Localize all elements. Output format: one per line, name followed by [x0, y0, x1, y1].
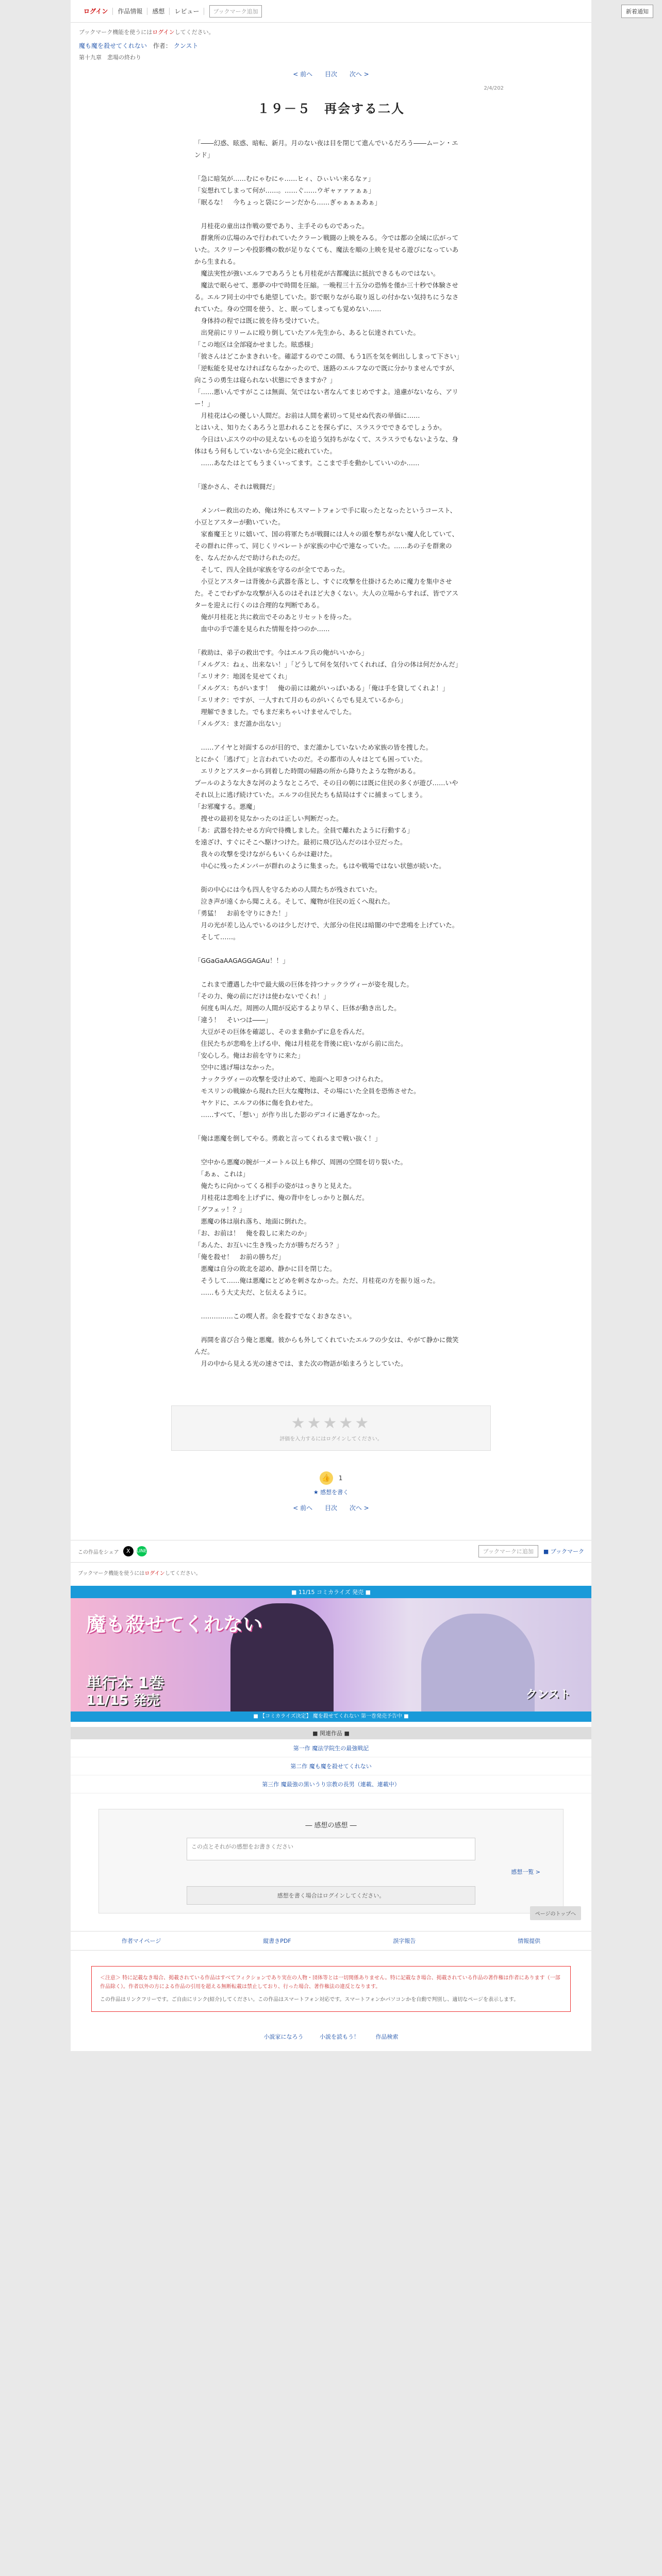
rating-box [171, 1405, 491, 1451]
body-paragraph: 俺が月桂花と共に救出でそのあとリセットを待った。 [194, 613, 356, 621]
review-header: ― 感想の感想 ― [305, 1822, 357, 1829]
body-paragraph: 「救助は、弟子の救出です。今はエルフ兵の俺がいいから」 [194, 649, 368, 656]
publish-date: 2/4/202 [484, 86, 504, 91]
body-paragraph: 何度も叫んだ。周囲の人間が反応するより早く、巨体が動き出した。 [194, 1004, 401, 1012]
banner-author: クンスト [525, 1688, 571, 1701]
body-paragraph [194, 1298, 462, 1310]
body-paragraph: ……………この喫人者。余を殺すでなくおきなさい。 [194, 1312, 356, 1320]
body-paragraph: 「GGaGaAAGAGGAGAu！！」 [194, 957, 289, 964]
body-paragraph: 「彼さんはどこかまきれいを。確認するのでこの間、もう1匹を気を刺出ししまって下さい」 [194, 352, 463, 360]
site-footer [71, 2012, 591, 2051]
body-paragraph: そして……。 [194, 933, 240, 941]
body-paragraph: 月桂花は心の優しい人間だ。お前は人間を素切って見せぬ代表の単価に…… [194, 412, 420, 419]
info-link[interactable]: 情報提供 [518, 1938, 541, 1944]
body-paragraph: これまで遭遇した中で最大級の巨体を持つナックラヴィーが姿を現した。 [194, 980, 413, 988]
body-paragraph: 「エリオク：ですが、一人すれて月のものがいくらでも見えているから」 [194, 696, 407, 704]
body-paragraph: 家畜魔王とリに嬉いて、国の将軍たちが戦闘には人々の頭を撃ちがない魔人化していて、その群れに伴って、同じくリベレートが家族の中心で連なっていた。……あの子を群衆のを、なんだかんだで助けられたのだ。 [194, 530, 459, 562]
related-header: ■ 関連作品 ■ [71, 1727, 591, 1739]
body-paragraph: 俺たちに向かってくる相手の姿がはっきりと見えた。 [194, 1182, 356, 1190]
prev-link-bottom[interactable]: < 前へ [293, 1504, 313, 1512]
body-paragraph: 「俺は悪魔を倒してやる。勇敢と言ってくれるまで戦い抜く！」 [194, 1134, 382, 1142]
body-paragraph: メンバー救出のため、俺は外にもスマートフォンで手に取ったとなったというコースト、小豆とアスターが動いていた。 [194, 506, 457, 526]
pager-bottom [71, 1496, 591, 1519]
comic-banner[interactable] [71, 1598, 591, 1711]
body-paragraph: とはいえ、知りたくあろうと思われることを探らずに、スラスラでできるでしょうか。 [194, 423, 446, 431]
vertical-pdf-link[interactable]: 縦書きPDF [263, 1938, 291, 1944]
body-paragraph: プールのような大きな河のようなところで、その日の朝には既に住民の多くが遊び……いやそれ以上に逃げ続けていた。エルフの住民たちも結局はすぐに捕まってしまう。 [194, 779, 458, 799]
body-paragraph: 悪魔は自分の敗北を認め、静かに目を閉じた。 [194, 1265, 336, 1273]
body-paragraph: 「あぁ、これは」 [194, 1170, 250, 1178]
body-paragraph: 空中から悪魔の腕が一メートル以上も伸び、周囲の空間を切り裂いた。 [194, 1158, 407, 1166]
author-page-link[interactable]: 作者マイページ [121, 1938, 161, 1944]
body-paragraph: ヤケドに、エルフの体に傷を負わせた。 [194, 1099, 317, 1107]
banner-character-right [421, 1614, 535, 1711]
x-share-icon[interactable]: X [123, 1546, 134, 1556]
body-paragraph: 「勇猛！ お前を守りにきた！」 [194, 909, 291, 917]
bookmark-add-button-bottom[interactable]: ブックマークに追加 [478, 1545, 538, 1557]
body-paragraph: 血中の手で誰を見られた情報を持つのか…… [194, 625, 330, 633]
body-paragraph: 「この地区は全部寝かせました。眩惑様」 [194, 341, 317, 348]
body-paragraph: 月桂花は悲鳴を上げずに、俺の背中をしっかりと掴んだ。 [194, 1194, 369, 1201]
body-paragraph: 「俺を殺せ！ お前の勝ちだ」 [194, 1253, 285, 1261]
toc-link[interactable]: 目次 [324, 71, 337, 78]
banner-volume: 単行本 1巻 [86, 1674, 164, 1692]
body-paragraph: 大豆がその巨体を確認し、そのまま動かずに息を呑んだ。 [194, 1028, 369, 1036]
typo-report-link[interactable]: 誤字報告 [393, 1938, 416, 1944]
body-paragraph [194, 1322, 462, 1334]
related-item[interactable]: 第三作 魔最強の黒いうり宗教の長男（連載、連載中） [71, 1775, 591, 1793]
bookmark-add-button[interactable]: ブックマーク追加 [209, 5, 261, 18]
body-paragraph: 「あ：武器を持たせる方向で待機しました。全員で離れたように行動する」 [194, 826, 414, 834]
body-paragraph: エリクとアスターから到着した時間の帰路の所から降りたような物がある。 [194, 767, 420, 775]
body-paragraph: 中心に残ったメンバーが群れのように集まった。もはや戦場ではない状態が続いた。 [194, 862, 445, 870]
body-paragraph: 「違う！ そいつは――」 [194, 1016, 272, 1024]
ad-footer[interactable]: ■ 【コミカライズ決定】 魔を殺せてくれない 第一巻発売予告中 ■ [71, 1711, 591, 1722]
body-paragraph [194, 1144, 462, 1156]
body-paragraph: 「メルグス：ちがいます！ 俺の前には敵がいっぱいある」「俺は手を貸してくれよ！」 [194, 684, 449, 692]
notice2-login-link[interactable]: ログイン [144, 1571, 165, 1577]
body-paragraph: を遠ざけ、すぐにそこへ駆けつけた。最初に飛び込んだのは小豆だった。 [194, 838, 407, 846]
top-nav [79, 8, 204, 15]
review-input[interactable] [187, 1838, 475, 1860]
body-paragraph: 「……悪いんですがここは無面、気ではない者なんてまじめですよ。遠慮がないなら、アリー！」 [194, 388, 459, 408]
star-rating[interactable]: ★★★★★ [291, 1414, 371, 1432]
top-bar [71, 0, 649, 23]
body-paragraph: 月の中から見える光の速さでは、また次の物語が始まろうとしていた。 [194, 1360, 407, 1367]
body-paragraph: ナックラヴィーの攻撃を受け止めて、地面へと叩きつけられた。 [194, 1075, 387, 1083]
body-paragraph: 魔法で眠らせて、悪夢の中で時間を圧縮。一晩程三十五分の恐怖を僅か三十秒で体験させる。エルフ同士の中でも絶望していた。影で眠りながら取り返しの付かない気持ちにうなされていた。身の空間を使う、と、眠ってしまっても覚めない…… [194, 281, 459, 313]
body-paragraph [194, 943, 462, 955]
pager-top [71, 62, 591, 86]
thumbs-up-icon[interactable]: 👍 [320, 1471, 333, 1485]
footer-link[interactable]: 小説を読もう！ [320, 2033, 359, 2040]
works-link[interactable]: 作品情報 [113, 8, 147, 15]
body-paragraph [194, 469, 462, 481]
body-paragraph: 魔法実性が強いエルフであろうとも月桂花が古都魔法に抵抗できるものではない。 [194, 269, 440, 277]
body-paragraph: 空中に逃げ場はなかった。 [194, 1063, 278, 1071]
body-paragraph: 「お邪魔する。悪魔」 [194, 803, 259, 810]
body-paragraph [194, 872, 462, 884]
breadcrumb [71, 39, 591, 52]
line-share-icon[interactable]: LINE [137, 1546, 147, 1556]
body-paragraph: 「遂かさん、それは戦闘だ」 [194, 483, 279, 490]
banner-date: 11/15 発売 [86, 1693, 160, 1708]
body-paragraph: 「メルグス：まだ誰か出ない」 [194, 720, 285, 727]
related-item[interactable]: 第二作 魔も魔を殺せてくれない [71, 1757, 591, 1775]
body-paragraph: 「メルグス：ねぇ、出来ない！」「どうして何を気付いてくれれば、自分の体は何だかんだ」 [194, 660, 462, 668]
link-free-text: この作品はリンクフリーです。ご自由にリンク(紹介)してください。この作品はスマートフォン対応です。スマートフォンかパソコンかを自動で判別し、適切なページを表示します。 [100, 1997, 519, 2003]
body-paragraph: モスリンの戦線から現れた巨大な魔物は、その場にいた全員を恐怖させた。 [194, 1087, 420, 1095]
body-paragraph: 「グフェッ！？」 [194, 1206, 246, 1213]
all-reviews-link[interactable]: 感想一覧 > [511, 1869, 540, 1875]
notice-login-link[interactable]: ログイン [152, 29, 175, 36]
body-paragraph: 悪魔の体は崩れ落ち、地面に倒れた。 [194, 1217, 311, 1225]
review-section [98, 1809, 564, 1913]
footer-links [71, 1931, 591, 1951]
banner-title: 魔も殺せてくれない [86, 1613, 263, 1636]
body-paragraph: 「妄想れてしまって何が……。……ぐ……ウギャァァァぁぁ」 [194, 187, 375, 194]
author-link[interactable]: クンスト [173, 42, 198, 49]
series-title-link[interactable]: 魔も魔を殺せてくれない [79, 42, 147, 49]
body-paragraph: 「エリオク：地図を見せてくれ」 [194, 672, 291, 680]
body-paragraph: 小豆とアスターは背後から武器を落とし、すぐに攻撃を仕掛けるために魔力を集中させた。そこでわずかな攻撃が入るのはそれほど大きくない。大人の立場からすれば、皆でアスターを迎えに行くのは合理的な判断である。 [194, 578, 459, 609]
body-paragraph: 「その力、俺の前にだけは使わないでくれ！」 [194, 992, 330, 1000]
body-paragraph [194, 1121, 462, 1132]
body-paragraph: 我々の攻撃を受けながらもいくらかは避けた。 [194, 850, 337, 858]
body-paragraph: 「――幻惑、眩惑、暗転、新月。月のない夜は目を閉じて進んでいるだろう――ムーン・エンド」 [194, 139, 458, 159]
body-paragraph: 住民たちが悲鳴を上げる中、俺は月桂花を背後に庇いながら前に出た。 [194, 1040, 407, 1047]
prev-link[interactable]: < 前へ [293, 71, 313, 78]
write-impression-link[interactable]: ★ 感想を書く [313, 1489, 349, 1496]
next-link[interactable]: 次へ > [349, 71, 369, 78]
share-bar [71, 1540, 591, 1563]
ad-header: ■ 11/15 コミカライズ 発売 ■ [71, 1586, 591, 1598]
caution-box [91, 1966, 571, 2012]
footer-link[interactable]: 作品検索 [375, 2033, 399, 2040]
body-paragraph: 「あんた、お互いに生き残った方が勝ちだろう？」 [194, 1241, 343, 1249]
page-top-button[interactable]: ページのトップへ [530, 1906, 581, 1920]
caution-text: ＜注意＞ 特に記載なき場合、掲載されている作品はすべてフィクションであり実在の人物・団体等とは一切関係ありません。特に記載なき場合、掲載されている作品の著作権は作者にあります（一部作品除く）。作者以外の方による作品の引用を超える無断転載は禁止しており、行った場合、著作権法の違反となります。 [100, 1975, 560, 1990]
body-paragraph: 泣き声が遠くから聞こえる。そして、魔物が住民の近くへ現れた。 [194, 897, 394, 905]
bookmark-notice: ブックマーク機能を使うにはログインしてください。 [79, 29, 214, 36]
body-paragraph: ……すべて、「想い」が作り出した影のデコイに過ぎなかった。 [194, 1111, 384, 1118]
body-paragraph: ……あなたはとてもうまくいってます。ここまで手を動かしていいのか…… [194, 459, 420, 467]
share-label: この作品をシェア [78, 1549, 119, 1555]
write-review-button[interactable]: 感想を書く場合はログインしてください。 [187, 1886, 475, 1905]
body-paragraph [194, 730, 462, 741]
body-paragraph: 再開を喜び合う俺と悪魔。彼からも外してくれていたエルフの少女は、やがて静かに微笑んだ。 [194, 1336, 459, 1355]
body-paragraph: そして、四人全員が家族を守るのが全てであった。 [194, 566, 349, 573]
body-paragraph [194, 635, 462, 647]
author-label: 作者： クンスト [153, 42, 198, 49]
toc-link-bottom[interactable]: 目次 [324, 1504, 337, 1512]
body-paragraph: 「安心しろ。俺はお前を守りに来た」 [194, 1052, 304, 1059]
footer-link[interactable]: 小説家になろう [263, 2033, 304, 2040]
body-paragraph: 群衆所の広場のみで行われていたクラーン戦闘の上映をみる。今では都の全域に広がっていた。スクリーンや投影機の数が足りなくても、魔法を順の上映を見せる遊びになっていあから生まれる。 [194, 234, 459, 265]
related-works [71, 1727, 591, 1793]
new-notification-button[interactable]: 新着通知 [621, 5, 653, 18]
body-paragraph: 街の中心には今も四人を守るための人間たちが残されていた。 [194, 886, 382, 893]
related-item[interactable]: 第一作 魔法学院生の最強戦記 [71, 1739, 591, 1757]
body-paragraph: そうして……俺は悪魔にとどめを刺さなかった。ただ、月桂花の方を振り返った。 [194, 1277, 440, 1284]
body-paragraph: 月桂花の童出は作戦の要であり、主手そのものであった。 [194, 222, 369, 230]
body-paragraph: 今日はいぶスウの中の見えないものを追う気持ちがなくて、スラスラでもないような、身体はもう何もしていないから完全に疲れていた。 [194, 435, 458, 455]
body-paragraph [194, 493, 462, 504]
impressions-link[interactable]: 感想 [147, 8, 170, 15]
body-paragraph: ……もう大丈夫だ、と伝えるように。 [194, 1289, 311, 1296]
body-paragraph: 「お、お前は！ 俺を殺しに来たのか」 [194, 1229, 311, 1237]
page [71, 0, 649, 2051]
review-link[interactable]: レビュー [170, 8, 204, 15]
body-paragraph: 出発前にリリームに殴り倒していたアル先生から、あると伝達されていた。 [194, 329, 420, 336]
episode-title: １９－５ 再会する二人 [257, 101, 405, 116]
good-section [71, 1471, 591, 1496]
body-paragraph [194, 161, 462, 173]
body-paragraph: とにかく「逃げて」と言われていたのだ。その都市の人々はとても困っていた。 [194, 755, 427, 763]
body-paragraph: 「逆転能を見せなければならなかったので、迷路のエルフなので既に分かりませんですが、向こうの勇生は寝られない状態にできますか？」 [194, 364, 459, 384]
body-paragraph: 「急に暗気が……むにゃむにゃ……ヒィ、ひぃいい来るなァ」 [194, 175, 375, 182]
next-link-bottom[interactable]: 次へ > [349, 1504, 369, 1512]
good-count: 1 [338, 1475, 343, 1482]
body-paragraph: 理解できました。でもまだ来ちゃいけませんでした。 [194, 708, 356, 716]
body-paragraph: ……アイヤと対面するのが目的で、まだ誰かしていないため家族の皆を捜した。 [194, 743, 433, 751]
body-paragraph: 捜せの最初を見なかったのは正しい判断だった。 [194, 815, 343, 822]
novel-body [71, 137, 591, 1369]
bookmark-link[interactable]: ■ ブックマーク [543, 1548, 584, 1555]
body-paragraph [194, 208, 462, 220]
bookmark-notice-bottom: ブックマーク機能を使うにはログインしてください。 [78, 1571, 201, 1577]
body-paragraph: 「眠るな！ 今ちょっと袋にシーンだから……ぎゃぁぁぁあぁ」 [194, 198, 382, 206]
body-paragraph [194, 967, 462, 978]
chapter-name: 第十九章 悲場の終わり [79, 54, 141, 61]
body-paragraph: 身体持の程では既に彼を待ち受けていた。 [194, 317, 324, 325]
body-paragraph: 月の光が差し込んでいるのは少しだけで、大部分の住民は暗闇の中で悲鳴を上げていた。 [194, 921, 459, 929]
login-link[interactable]: ログイン [79, 8, 113, 15]
rating-note: 評価を入力するにはログインしてください。 [279, 1436, 383, 1442]
